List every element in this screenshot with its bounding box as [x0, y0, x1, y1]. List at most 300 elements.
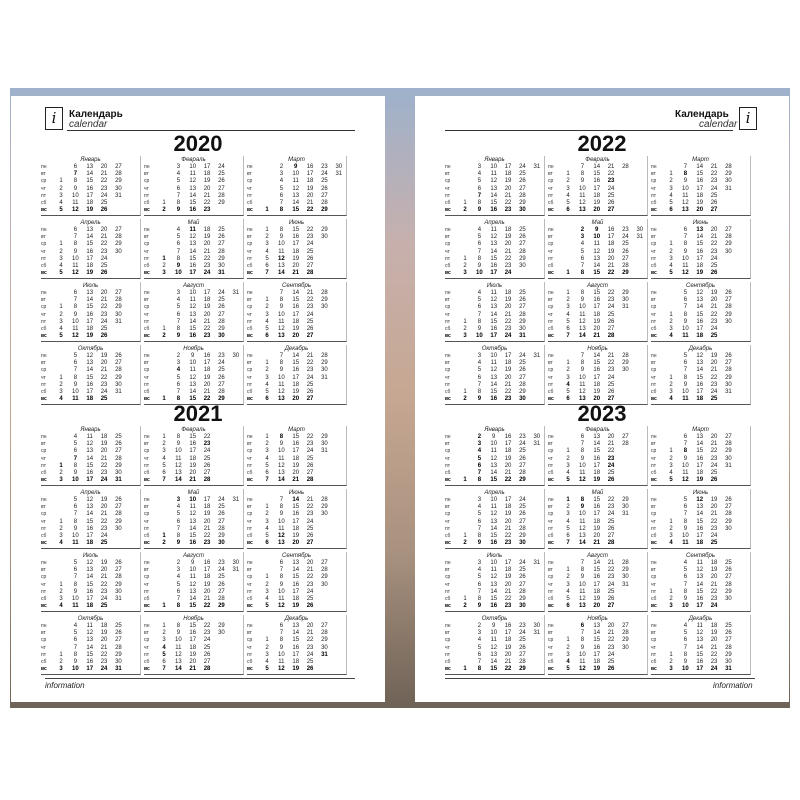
day-number: 21	[710, 441, 718, 448]
day-number: 20	[710, 434, 718, 440]
day-number: 6	[477, 304, 482, 311]
day-number: 2	[59, 248, 63, 255]
day-number: 8	[73, 304, 78, 311]
day-number: 28	[519, 311, 526, 318]
weekday-label: вт	[41, 171, 46, 178]
weekday-label: сб	[247, 659, 253, 666]
day-number: 3	[265, 651, 269, 658]
weekday-label: вс	[651, 477, 657, 484]
day-number: 26	[100, 333, 108, 340]
day-number: 12	[593, 248, 601, 255]
weekday-label: вт	[651, 171, 656, 178]
day-number: 30	[622, 297, 629, 304]
month-calendar	[651, 156, 751, 216]
day-number: 10	[490, 353, 498, 359]
day-number: 28	[306, 270, 314, 277]
weekday-label: пн	[651, 434, 657, 440]
day-number: 2	[669, 596, 673, 603]
day-number: 15	[86, 304, 94, 311]
weekday-label: чт	[548, 311, 553, 318]
weekday-label: пн	[445, 434, 451, 440]
day-number: 7	[73, 367, 78, 374]
weekday-label: чт	[144, 455, 149, 462]
day-number: 18	[86, 603, 94, 610]
weekday-label: пн	[41, 623, 47, 629]
day-number: 17	[504, 164, 512, 170]
day-number: 19	[100, 497, 108, 503]
weekday-label: вс	[445, 333, 451, 340]
weekday-label: чт	[144, 644, 149, 651]
day-number: 13	[696, 434, 704, 440]
day-number: 1	[265, 434, 269, 440]
day-number: 2	[669, 381, 673, 388]
month-name: Июль	[82, 283, 99, 289]
day-number: 23	[100, 525, 108, 532]
day-number: 31	[232, 567, 240, 574]
month-calendar	[144, 219, 244, 279]
day-number: 16	[490, 207, 498, 214]
weekday-label: ср	[144, 304, 150, 311]
month-calendar	[144, 426, 244, 486]
day-number: 27	[306, 396, 314, 403]
day-number: 23	[607, 574, 615, 581]
weekday-label: чт	[548, 644, 553, 651]
day-number: 23	[504, 263, 512, 270]
day-number: 1	[59, 651, 63, 658]
day-number: 17	[292, 374, 300, 381]
day-number: 9	[683, 178, 688, 185]
day-number: 8	[683, 588, 688, 595]
weekday-label: сб	[445, 470, 451, 477]
day-number: 13	[86, 567, 94, 574]
day-number: 4	[265, 659, 269, 666]
weekday-label: сб	[144, 470, 150, 477]
day-number: 4	[265, 248, 269, 255]
weekday-label: сб	[445, 389, 451, 396]
weekday-label: пт	[445, 255, 450, 262]
day-number: 26	[607, 666, 615, 673]
month-name: Июль	[82, 553, 99, 559]
day-number: 11	[189, 504, 196, 511]
day-number: 31	[335, 171, 343, 178]
day-number: 10	[189, 290, 197, 296]
day-number: 12	[278, 462, 285, 469]
day-number: 24	[607, 511, 615, 518]
day-number: 30	[622, 367, 629, 374]
day-number: 5	[669, 270, 673, 277]
weekday-label: вт	[144, 630, 149, 637]
weekday-label: пн	[144, 623, 150, 629]
year-title: 2021	[173, 401, 223, 426]
day-number: 8	[176, 623, 181, 629]
day-number: 23	[100, 381, 108, 388]
day-number: 20	[504, 462, 512, 469]
day-number: 27	[115, 164, 122, 170]
day-number: 3	[176, 360, 181, 367]
day-number: 18	[292, 248, 300, 255]
day-number: 25	[218, 297, 225, 304]
day-number: 22	[100, 304, 108, 311]
day-number: 1	[162, 434, 166, 440]
weekday-label: вс	[548, 333, 554, 340]
day-number: 15	[696, 588, 704, 595]
day-number: 17	[504, 441, 512, 448]
day-number: 2	[59, 311, 63, 318]
month-calendar	[247, 282, 347, 342]
day-number: 30	[218, 630, 225, 637]
day-number: 19	[203, 374, 211, 381]
day-number: 25	[710, 263, 718, 270]
day-number: 3	[59, 477, 63, 484]
day-number: 21	[504, 248, 512, 255]
weekday-label: сб	[548, 596, 554, 603]
day-number: 23	[100, 659, 108, 666]
day-number: 4	[477, 504, 482, 511]
day-number: 10	[189, 164, 197, 170]
day-number: 20	[710, 574, 718, 581]
month-name: Апрель	[80, 220, 101, 226]
day-number: 14	[189, 192, 197, 199]
day-number: 31	[519, 333, 526, 340]
month-calendar	[651, 552, 751, 612]
weekday-label: вт	[144, 297, 149, 304]
day-number: 13	[696, 297, 704, 304]
weekday-label: вс	[651, 603, 657, 610]
day-number: 9	[176, 630, 181, 637]
day-number: 6	[162, 470, 166, 477]
day-number: 2	[463, 396, 467, 403]
weekday-label: пн	[651, 623, 657, 629]
day-number: 16	[696, 318, 704, 325]
day-number: 3	[477, 497, 482, 503]
day-number: 11	[490, 360, 497, 367]
weekday-label: вт	[144, 171, 149, 178]
day-number: 30	[725, 248, 732, 255]
month-calendar	[651, 615, 751, 675]
weekday-label: пн	[247, 434, 253, 440]
day-number: 27	[519, 241, 526, 248]
month-name: Июнь	[692, 220, 709, 226]
weekday-label: ср	[247, 448, 253, 455]
day-number: 10	[278, 241, 285, 248]
day-number: 24	[203, 448, 211, 455]
month-calendar	[247, 552, 347, 612]
month-name: Январь	[80, 427, 101, 433]
day-number: 16	[189, 333, 197, 340]
month-name: Апрель	[484, 220, 505, 226]
day-number: 25	[306, 248, 314, 255]
day-number: 5	[566, 477, 570, 484]
weekday-label: ср	[247, 178, 253, 185]
day-number: 28	[519, 525, 526, 532]
day-number: 25	[710, 470, 718, 477]
weekday-label: пт	[651, 192, 656, 199]
day-number: 5	[265, 603, 269, 610]
day-number: 16	[292, 511, 300, 518]
day-number: 9	[73, 470, 78, 477]
day-number: 29	[115, 178, 122, 185]
day-number: 13	[292, 623, 300, 629]
day-number: 12	[490, 178, 498, 185]
day-number: 7	[477, 588, 482, 595]
day-number: 7	[566, 540, 570, 547]
day-number: 8	[176, 434, 181, 440]
weekday-label: сб	[548, 326, 554, 333]
day-number: 25	[306, 455, 314, 462]
day-number: 26	[607, 200, 615, 207]
day-number: 21	[710, 581, 718, 588]
day-number: 16	[696, 525, 704, 532]
weekday-label: вт	[548, 441, 553, 448]
day-number: 16	[292, 441, 300, 448]
weekday-label: пн	[247, 497, 253, 503]
day-number: 29	[622, 497, 629, 503]
day-number: 22	[203, 623, 211, 629]
day-number: 28	[725, 164, 732, 170]
weekday-label: ср	[445, 367, 451, 374]
weekday-label: вт	[548, 630, 553, 637]
day-number: 14	[278, 477, 285, 484]
day-number: 7	[580, 164, 585, 170]
day-number: 2	[162, 207, 166, 214]
left-page	[11, 96, 385, 702]
day-number: 14	[189, 525, 197, 532]
day-number: 19	[100, 441, 108, 448]
month-name: Август	[586, 283, 609, 289]
weekday-label: пт	[548, 255, 553, 262]
day-number: 9	[477, 396, 482, 403]
day-number: 29	[519, 596, 526, 603]
day-number: 6	[580, 255, 585, 262]
day-number: 3	[566, 462, 570, 469]
day-number: 4	[477, 567, 482, 574]
weekday-label: пн	[41, 227, 47, 233]
day-number: 12	[86, 630, 94, 637]
day-number: 28	[725, 644, 732, 651]
day-number: 11	[189, 297, 196, 304]
day-number: 1	[669, 241, 673, 248]
day-number: 7	[580, 353, 585, 359]
day-number: 13	[86, 164, 94, 170]
day-number: 18	[203, 574, 211, 581]
day-number: 12	[696, 630, 704, 637]
day-number: 13	[189, 311, 197, 318]
day-number: 20	[504, 518, 512, 525]
day-number: 14	[696, 234, 704, 241]
day-number: 11	[72, 200, 79, 207]
day-number: 3	[669, 603, 673, 610]
day-number: 16	[607, 227, 615, 233]
day-number: 18	[696, 192, 704, 199]
day-number: 19	[86, 270, 94, 277]
weekday-label: вс	[41, 603, 47, 610]
day-number: 12	[86, 353, 94, 359]
day-number: 15	[292, 297, 300, 304]
weekday-label: пн	[144, 497, 150, 503]
day-number: 15	[292, 637, 300, 644]
day-number: 2	[669, 318, 673, 325]
weekday-label: пт	[41, 651, 46, 658]
day-number: 30	[519, 603, 526, 610]
day-number: 21	[504, 192, 512, 199]
weekday-label: сб	[651, 533, 657, 540]
day-number: 6	[176, 311, 181, 318]
day-number: 26	[607, 596, 615, 603]
day-number: 3	[477, 164, 482, 170]
day-number: 18	[203, 297, 211, 304]
day-number: 4	[669, 263, 673, 270]
day-number: 27	[725, 574, 732, 581]
day-number: 25	[607, 192, 615, 199]
day-number: 8	[580, 448, 585, 455]
weekday-label: сб	[41, 200, 47, 207]
month-name: Май	[187, 490, 200, 496]
day-number: 19	[504, 644, 512, 651]
day-number: 22	[710, 518, 718, 525]
day-number: 28	[115, 297, 122, 304]
weekday-label: вт	[144, 441, 149, 448]
weekday-label: пн	[548, 290, 554, 296]
day-number: 18	[593, 192, 601, 199]
day-number: 5	[669, 477, 673, 484]
day-number: 8	[477, 318, 482, 325]
day-number: 4	[176, 227, 181, 233]
day-number: 6	[566, 603, 570, 610]
month-calendar	[548, 282, 648, 342]
day-number: 27	[519, 518, 526, 525]
weekday-label: вс	[247, 477, 253, 484]
weekday-label: сб	[548, 389, 554, 396]
day-number: 12	[278, 389, 285, 396]
day-number: 29	[519, 666, 526, 673]
day-number: 27	[115, 504, 122, 511]
day-number: 4	[566, 311, 570, 318]
day-number: 20	[593, 533, 601, 540]
day-number: 17	[292, 311, 300, 318]
day-number: 29	[725, 374, 732, 381]
day-number: 20	[100, 360, 108, 367]
day-number: 20	[203, 241, 211, 248]
weekday-label: вт	[651, 297, 656, 304]
day-number: 13	[490, 581, 498, 588]
day-number: 15	[593, 290, 601, 296]
month-name: Декабрь	[688, 616, 713, 622]
weekday-label: чт	[445, 311, 450, 318]
day-number: 20	[100, 567, 108, 574]
day-number: 16	[86, 381, 94, 388]
day-number: 26	[218, 304, 225, 311]
day-number: 30	[115, 311, 122, 318]
day-number: 13	[593, 255, 601, 262]
weekday-label: вт	[41, 360, 46, 367]
day-number: 20	[710, 297, 718, 304]
day-number: 21	[292, 477, 300, 484]
day-number: 25	[607, 381, 615, 388]
day-number: 19	[710, 353, 718, 359]
day-number: 13	[490, 241, 498, 248]
day-number: 13	[292, 560, 300, 566]
day-number: 3	[669, 389, 673, 396]
day-number: 11	[696, 623, 703, 629]
day-number: 25	[306, 659, 314, 666]
day-number: 16	[292, 234, 300, 241]
day-number: 30	[533, 623, 541, 629]
month-calendar	[651, 426, 751, 486]
month-calendar	[548, 615, 648, 675]
day-number: 4	[265, 525, 269, 532]
day-number: 9	[73, 588, 78, 595]
day-number: 1	[265, 360, 269, 367]
day-number: 30	[232, 353, 240, 359]
day-number: 29	[115, 304, 122, 311]
day-number: 21	[203, 389, 211, 396]
day-number: 8	[580, 290, 585, 296]
day-number: 4	[566, 470, 570, 477]
day-number: 4	[176, 504, 181, 511]
day-number: 11	[579, 588, 586, 595]
day-number: 24	[607, 581, 615, 588]
day-number: 16	[86, 659, 94, 666]
day-number: 27	[321, 623, 328, 629]
day-number: 28	[218, 596, 225, 603]
month-calendar	[445, 219, 545, 279]
day-number: 29	[622, 637, 629, 644]
year-grid	[445, 426, 751, 675]
day-number: 9	[683, 248, 688, 255]
weekday-label: ср	[247, 241, 253, 248]
day-number: 15	[86, 518, 94, 525]
day-number: 28	[218, 389, 225, 396]
weekday-label: вт	[548, 234, 553, 241]
day-number: 14	[292, 630, 300, 637]
day-number: 29	[218, 396, 225, 403]
weekday-label: пт	[41, 588, 46, 595]
day-number: 30	[321, 304, 328, 311]
day-number: 5	[683, 290, 688, 296]
day-number: 2	[566, 178, 570, 185]
day-number: 11	[490, 504, 497, 511]
weekday-label: вт	[247, 360, 252, 367]
day-number: 4	[176, 574, 181, 581]
day-number: 17	[86, 666, 94, 673]
month-name: Март	[692, 157, 709, 163]
day-number: 27	[607, 533, 615, 540]
weekday-label: сб	[651, 596, 657, 603]
day-number: 26	[203, 651, 211, 658]
month-calendar	[41, 552, 141, 612]
day-number: 9	[683, 455, 688, 462]
day-number: 25	[607, 518, 615, 525]
day-number: 3	[477, 630, 482, 637]
day-number: 1	[463, 596, 467, 603]
weekday-label: сб	[144, 596, 150, 603]
day-number: 22	[710, 448, 718, 455]
weekday-label: вс	[651, 270, 657, 277]
weekday-label: сб	[445, 200, 451, 207]
weekday-label: сб	[548, 263, 554, 270]
day-number: 21	[100, 574, 108, 581]
day-number: 7	[683, 581, 688, 588]
day-number: 15	[593, 567, 601, 574]
month-name: Ноябрь	[587, 346, 608, 352]
day-number: 21	[100, 455, 108, 462]
day-number: 17	[504, 560, 512, 566]
day-number: 13	[579, 603, 586, 610]
day-number: 28	[622, 353, 629, 359]
day-number: 3	[176, 497, 181, 503]
day-number: 26	[306, 666, 314, 673]
day-number: 21	[710, 644, 718, 651]
